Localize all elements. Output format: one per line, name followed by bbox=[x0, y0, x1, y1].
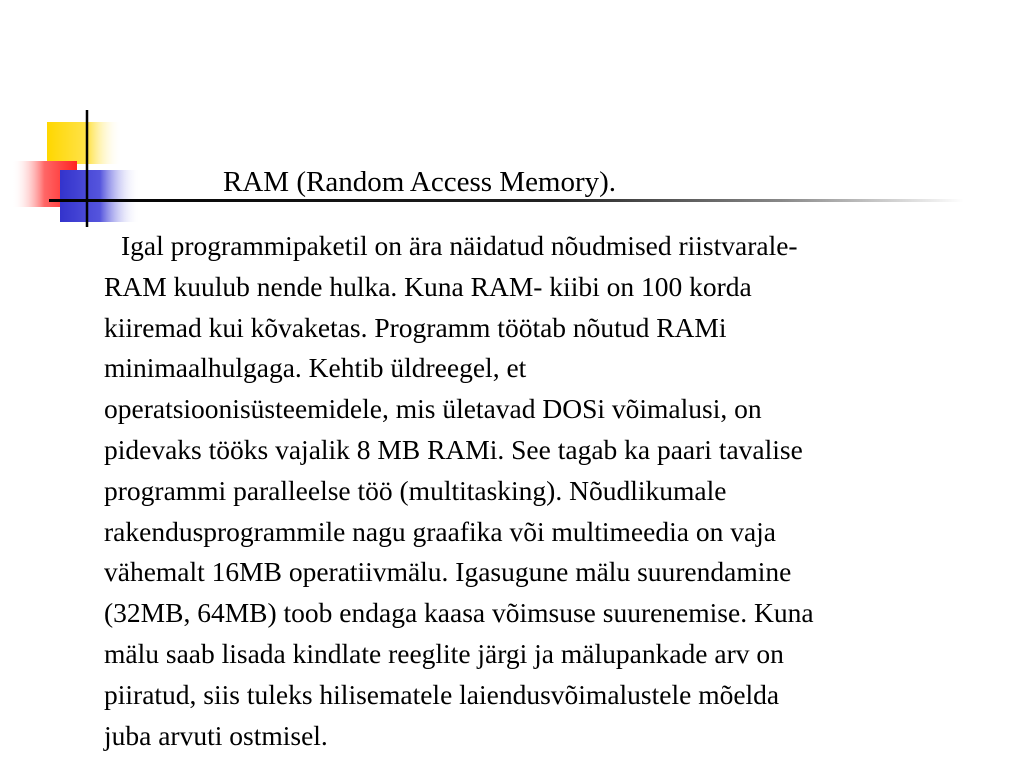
body-line: vähemalt 16MB operatiivmälu. Igasugune mälu suurendamine bbox=[104, 556, 792, 588]
body-line: operatsioonisüsteemidele, mis ületavad DOSi võimalusi, on bbox=[104, 393, 762, 425]
body-line: (32MB, 64MB) toob endaga kaasa võimsuse suurenemise. Kuna bbox=[104, 597, 814, 629]
body-line: rakendusprogrammile nagu graafika või multimeedia on vaja bbox=[104, 515, 776, 547]
body-line: Igal programmipaketil on ära näidatud nõudmised riistvarale- bbox=[121, 230, 798, 261]
title-decoration bbox=[0, 0, 1024, 240]
body-line: piiratud, siis tuleks hilisematele laiendusvõimalustele mõelda bbox=[104, 678, 780, 710]
slide-title: RAM (Random Access Memory). bbox=[223, 166, 617, 198]
slide-body bbox=[104, 226, 1004, 756]
yellow-square bbox=[47, 122, 122, 164]
body-line: RAM kuulub nende hulka. Kuna RAM- kiibi on 100 korda bbox=[104, 270, 752, 302]
blue-square bbox=[60, 170, 140, 222]
body-line: kiiremad kui kõvaketas. Programm töötab nõutud RAMi bbox=[104, 311, 727, 343]
body-line: minimaalhulgaga. Kehtib üldreegel, et bbox=[104, 352, 527, 384]
body-line: programmi paralleelse töö (multitasking). Nõudlikumale bbox=[104, 474, 727, 506]
body-line: mälu saab lisada kindlate reeglite järgi ja mälupankade arv on bbox=[104, 637, 784, 669]
body-line: pidevaks tööks vajalik 8 MB RAMi. See tagab ka paari tavalise bbox=[104, 433, 803, 465]
body-line: juba arvuti ostmisel. bbox=[104, 719, 328, 751]
